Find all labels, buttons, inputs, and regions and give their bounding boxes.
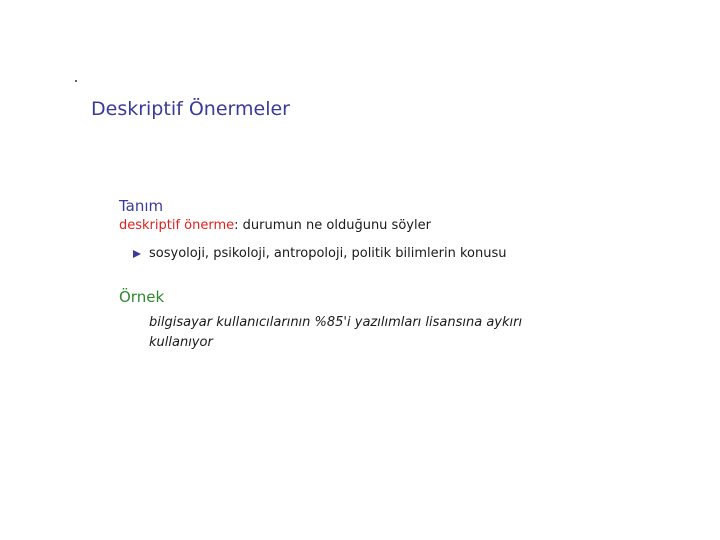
navigation-dot [75, 80, 77, 82]
example-heading: Örnek [119, 288, 165, 306]
definition-separator: : [234, 218, 239, 233]
definition-term: deskriptif önerme [119, 218, 235, 233]
triangle-bullet-icon [133, 250, 141, 258]
definition-block [119, 196, 506, 263]
definition-heading: Tanım [119, 197, 164, 215]
definition-line [119, 217, 506, 235]
definition-bullet [133, 245, 506, 263]
frame-title: Deskriptif Önermeler [91, 98, 290, 120]
bullet-text: sosyoloji, psikoloji, antropoloji, politik bilimlerin konusu [149, 246, 507, 261]
definition-meaning: durumun ne olduğunu söyler [238, 218, 431, 233]
example-block [119, 287, 539, 353]
example-text: bilgisayar kullanıcılarının %85'i yazılımları lisansına aykırı kullanıyor [149, 315, 523, 350]
